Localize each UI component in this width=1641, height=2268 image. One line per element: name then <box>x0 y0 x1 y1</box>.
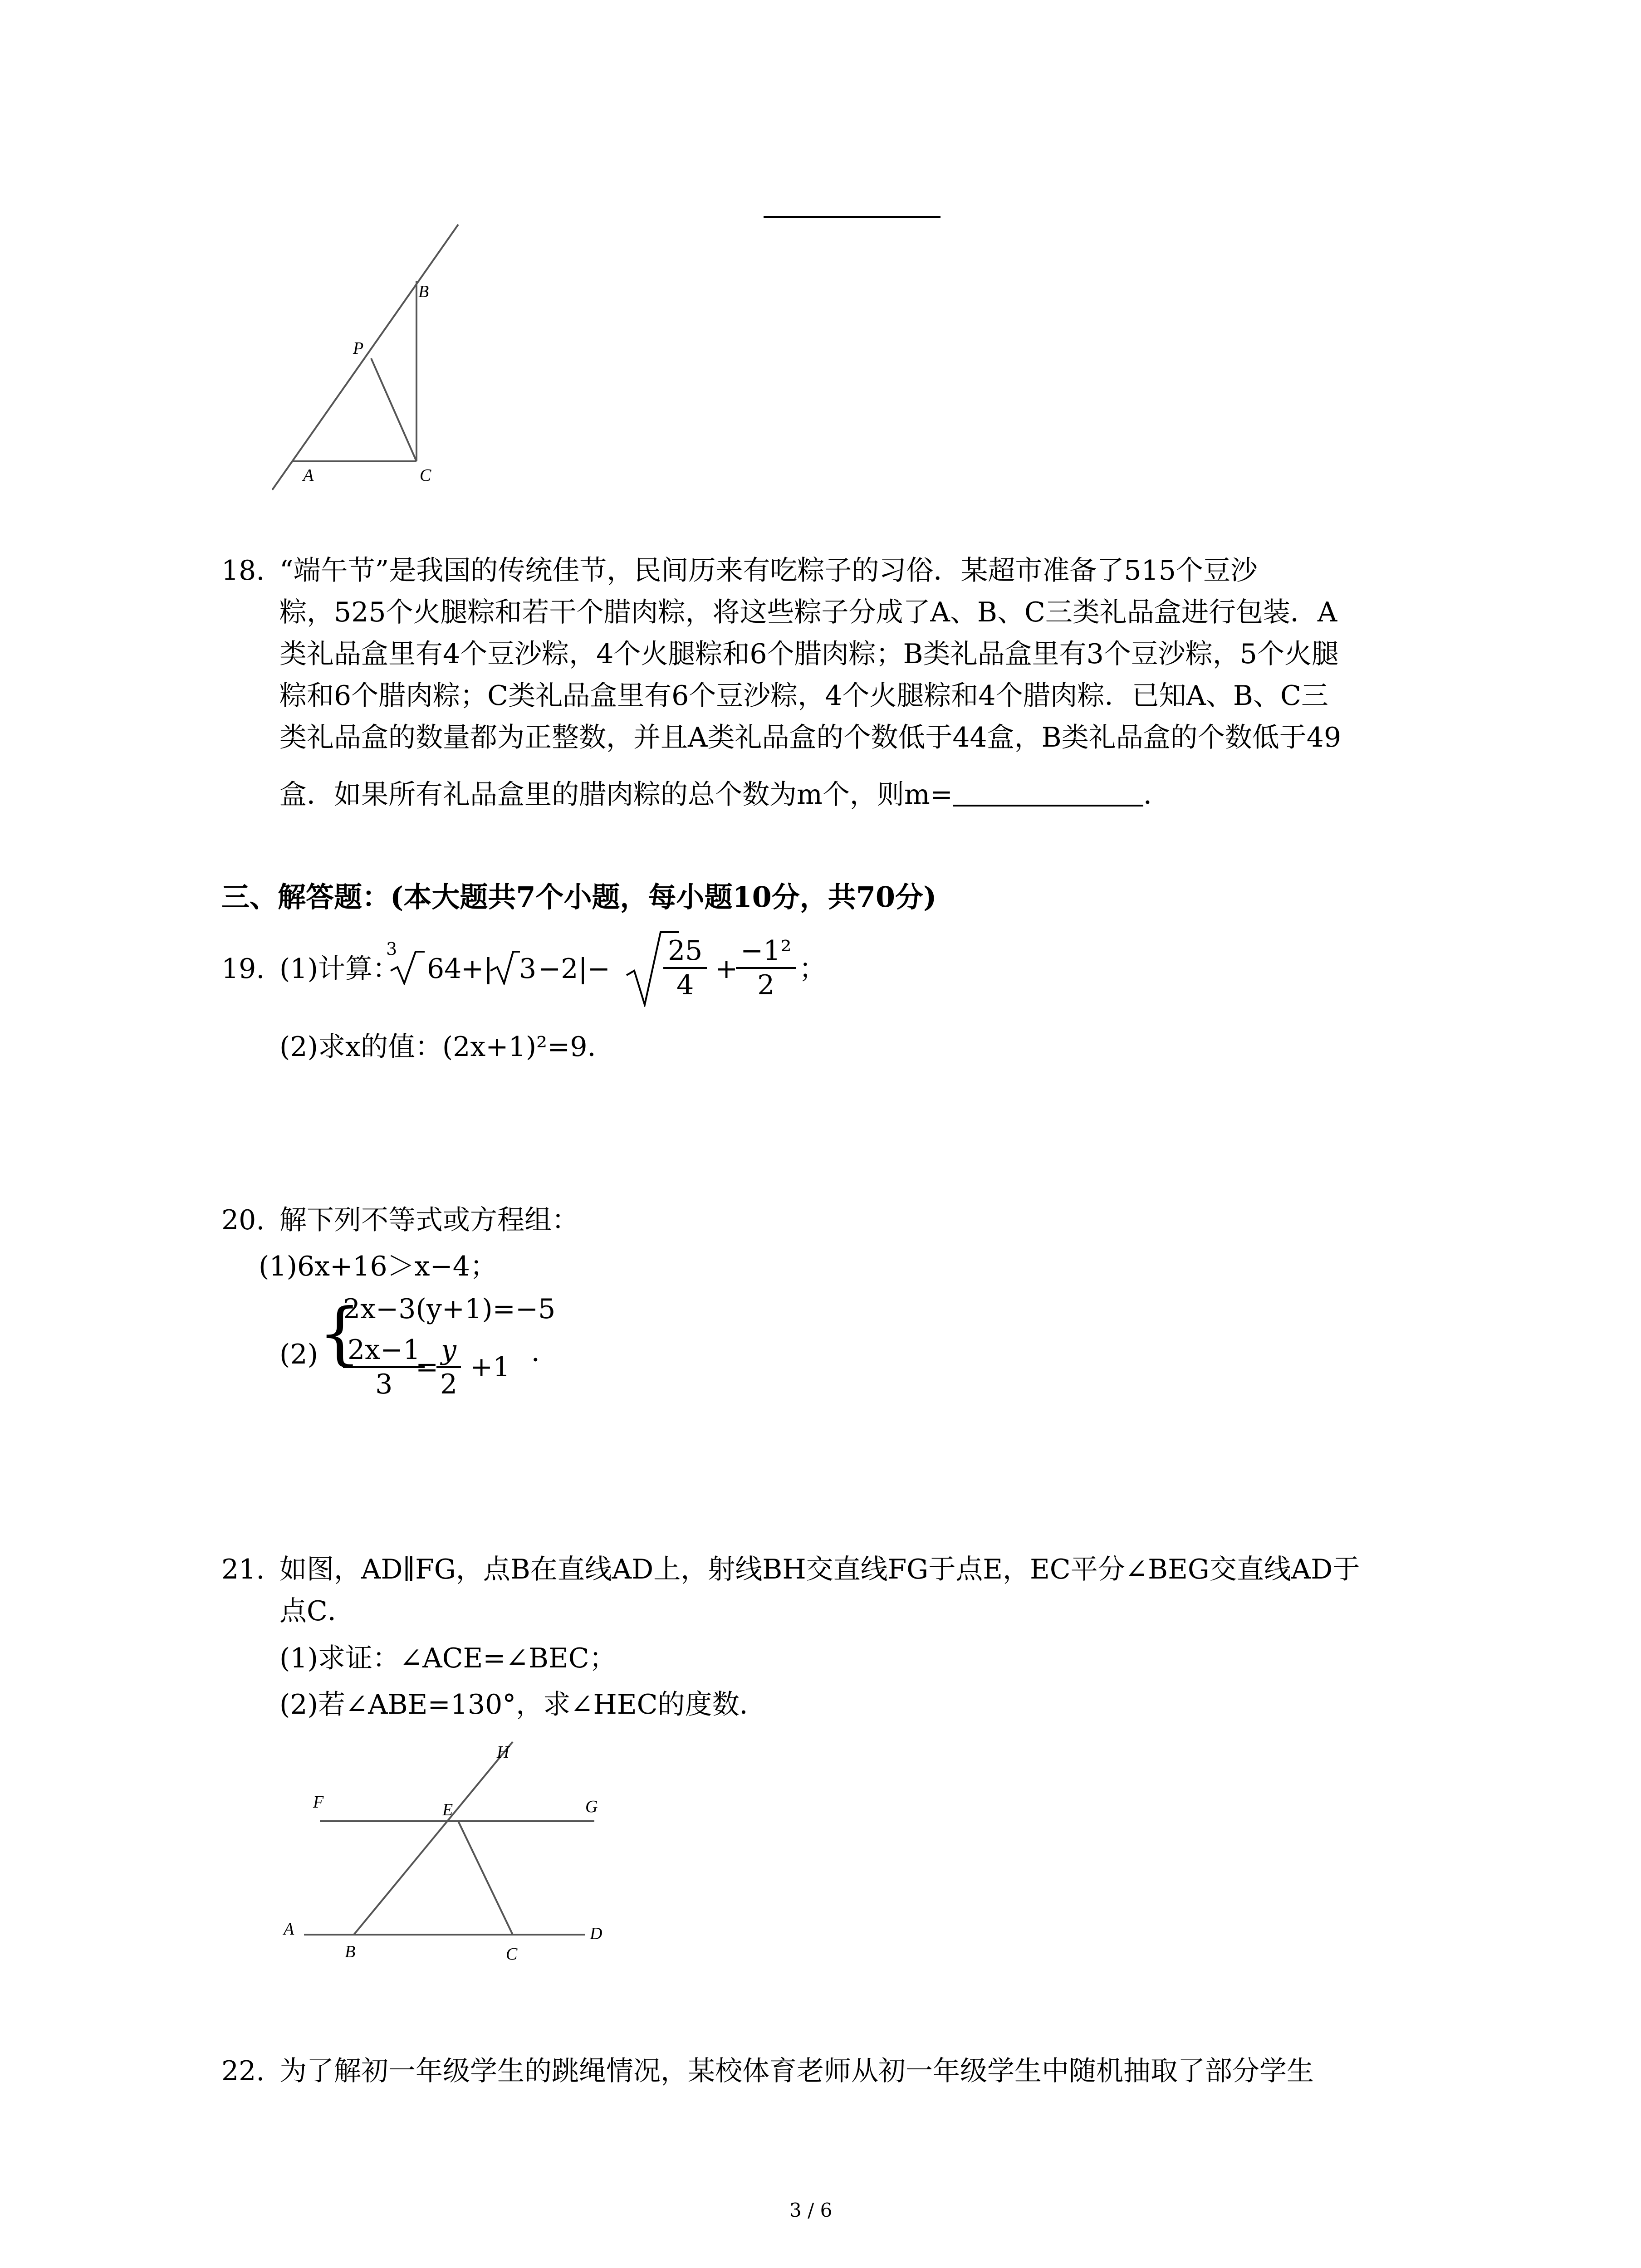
q18-line5: 类礼品盒的数量都为正整数，并且A类礼品盒的个数低于44盒，B类礼品盒的个数低于49 <box>279 722 1342 753</box>
q20-eq2-frac-left-num: 2x−1 <box>343 1334 425 1368</box>
q20-eq2-frac-right <box>436 1334 461 1401</box>
q20-eq2-eq: = <box>416 1351 439 1383</box>
label-a: A <box>303 466 314 485</box>
q18-number: 18. <box>221 555 265 587</box>
q21-number: 21. <box>221 1554 265 1585</box>
sqrt-sign <box>488 949 520 985</box>
q19-part1-end: ； <box>799 953 826 985</box>
q20-eq2-frac-right-num: y <box>436 1334 461 1368</box>
page-number: 3 / 6 <box>789 2199 833 2221</box>
label-f: F <box>313 1793 324 1812</box>
fraction-neg1-2 <box>736 934 796 1002</box>
q19-part1-label: (1)计算： <box>279 953 400 985</box>
abs-rest: −2|− <box>538 953 610 985</box>
label-h: H <box>497 1743 509 1762</box>
q20-intro: 解下列不等式或方程组： <box>279 1204 579 1236</box>
q20-eq2-tail: +1 <box>470 1351 510 1383</box>
q21-line1: 如图，AD∥FG，点B在直线AD上，射线BH交直线FG于点E，EC平分∠BEG交直线AD于 <box>279 1554 1360 1585</box>
q19-part2: (2)求x的值：(2x+1)²=9． <box>279 1031 615 1063</box>
q20-number: 20. <box>221 1204 265 1236</box>
triangle-figure <box>272 218 476 499</box>
q20-eq2-frac-left-den: 3 <box>375 1369 393 1400</box>
label-g: G <box>585 1797 598 1816</box>
q18-line6 <box>279 774 1171 816</box>
answer-blank[interactable] <box>953 777 1143 807</box>
q22-line1: 为了解初一年级学生的跳绳情况，某校体育老师从初一年级学生中随机抽取了部分学生 <box>279 2055 1314 2087</box>
label-e: E <box>442 1800 453 1819</box>
q20-part2 <box>279 1288 597 1415</box>
label-c: C <box>420 466 431 485</box>
label-b2: B <box>345 1942 356 1961</box>
q19-number: 19. <box>221 953 265 985</box>
fraction-neg1-2-num: −1² <box>736 934 796 969</box>
label-c2: C <box>506 1945 518 1964</box>
q18-line3: 类礼品盒里有4个豆沙粽，4个火腿粽和6个腊肉粽；B类礼品盒里有3个豆沙粽，5个火腿 <box>279 638 1339 670</box>
q18-line1: “端午节”是我国的传统佳节，民间历来有吃粽子的习俗．某超市准备了515个豆沙 <box>279 555 1258 587</box>
fraction-25-4-den: 4 <box>676 969 694 1001</box>
brace: { <box>318 1294 362 1373</box>
label-b: B <box>418 282 429 301</box>
q21-part1: (1)求证：∠ACE=∠BEC； <box>279 1642 617 1674</box>
fraction-25-4 <box>663 934 707 1002</box>
q20-eq2-frac-right-den: 2 <box>440 1369 458 1400</box>
label-p: P <box>353 339 364 358</box>
cube-root-sign <box>388 949 425 985</box>
q18-line6-text: 盒．如果所有礼品盒里的腊肉粽的总个数为m个，则m= <box>279 779 953 811</box>
q18-line2: 粽，525个火腿粽和若干个腊肉粽，将这些粽子分成了A、B、C三类礼品盒进行包装．A <box>279 596 1337 628</box>
plus-sign: + <box>715 953 738 985</box>
root-index: 3 <box>386 939 397 959</box>
q20-eq1: 2x−3(y+1)=−5 <box>343 1293 556 1325</box>
header-rule <box>764 216 941 218</box>
q20-end: ． <box>531 1336 558 1368</box>
root-3: 3 <box>519 953 537 985</box>
q20-eq2-frac-left <box>343 1334 425 1401</box>
q21-part2: (2)若∠ABE=130°，求∠HEC的度数． <box>279 1689 767 1721</box>
label-d: D <box>590 1924 603 1943</box>
abs-open: +| <box>461 953 493 985</box>
q18-line6-end: ． <box>1143 779 1171 811</box>
q21-line2: 点C． <box>279 1595 355 1627</box>
root-64: 64 <box>427 953 462 985</box>
q20-part1: (1)6x+16＞x−4； <box>259 1251 497 1282</box>
section-title: 三、解答题：(本大题共7个小题，每小题10分，共70分) <box>221 880 937 914</box>
fraction-neg1-2-den: 2 <box>757 969 775 1001</box>
q18-line4: 粽和6个腊肉粽；C类礼品盒里有6个豆沙粽，4个火腿粽和4个腊肉粽．已知A、B、C三 <box>279 680 1328 712</box>
fraction-25-4-num: 25 <box>663 934 707 969</box>
label-a2: A <box>284 1920 294 1939</box>
q22-number: 22. <box>221 2055 265 2087</box>
q20-part2-label: (2) <box>279 1339 318 1370</box>
parallel-lines-figure <box>277 1733 612 1969</box>
